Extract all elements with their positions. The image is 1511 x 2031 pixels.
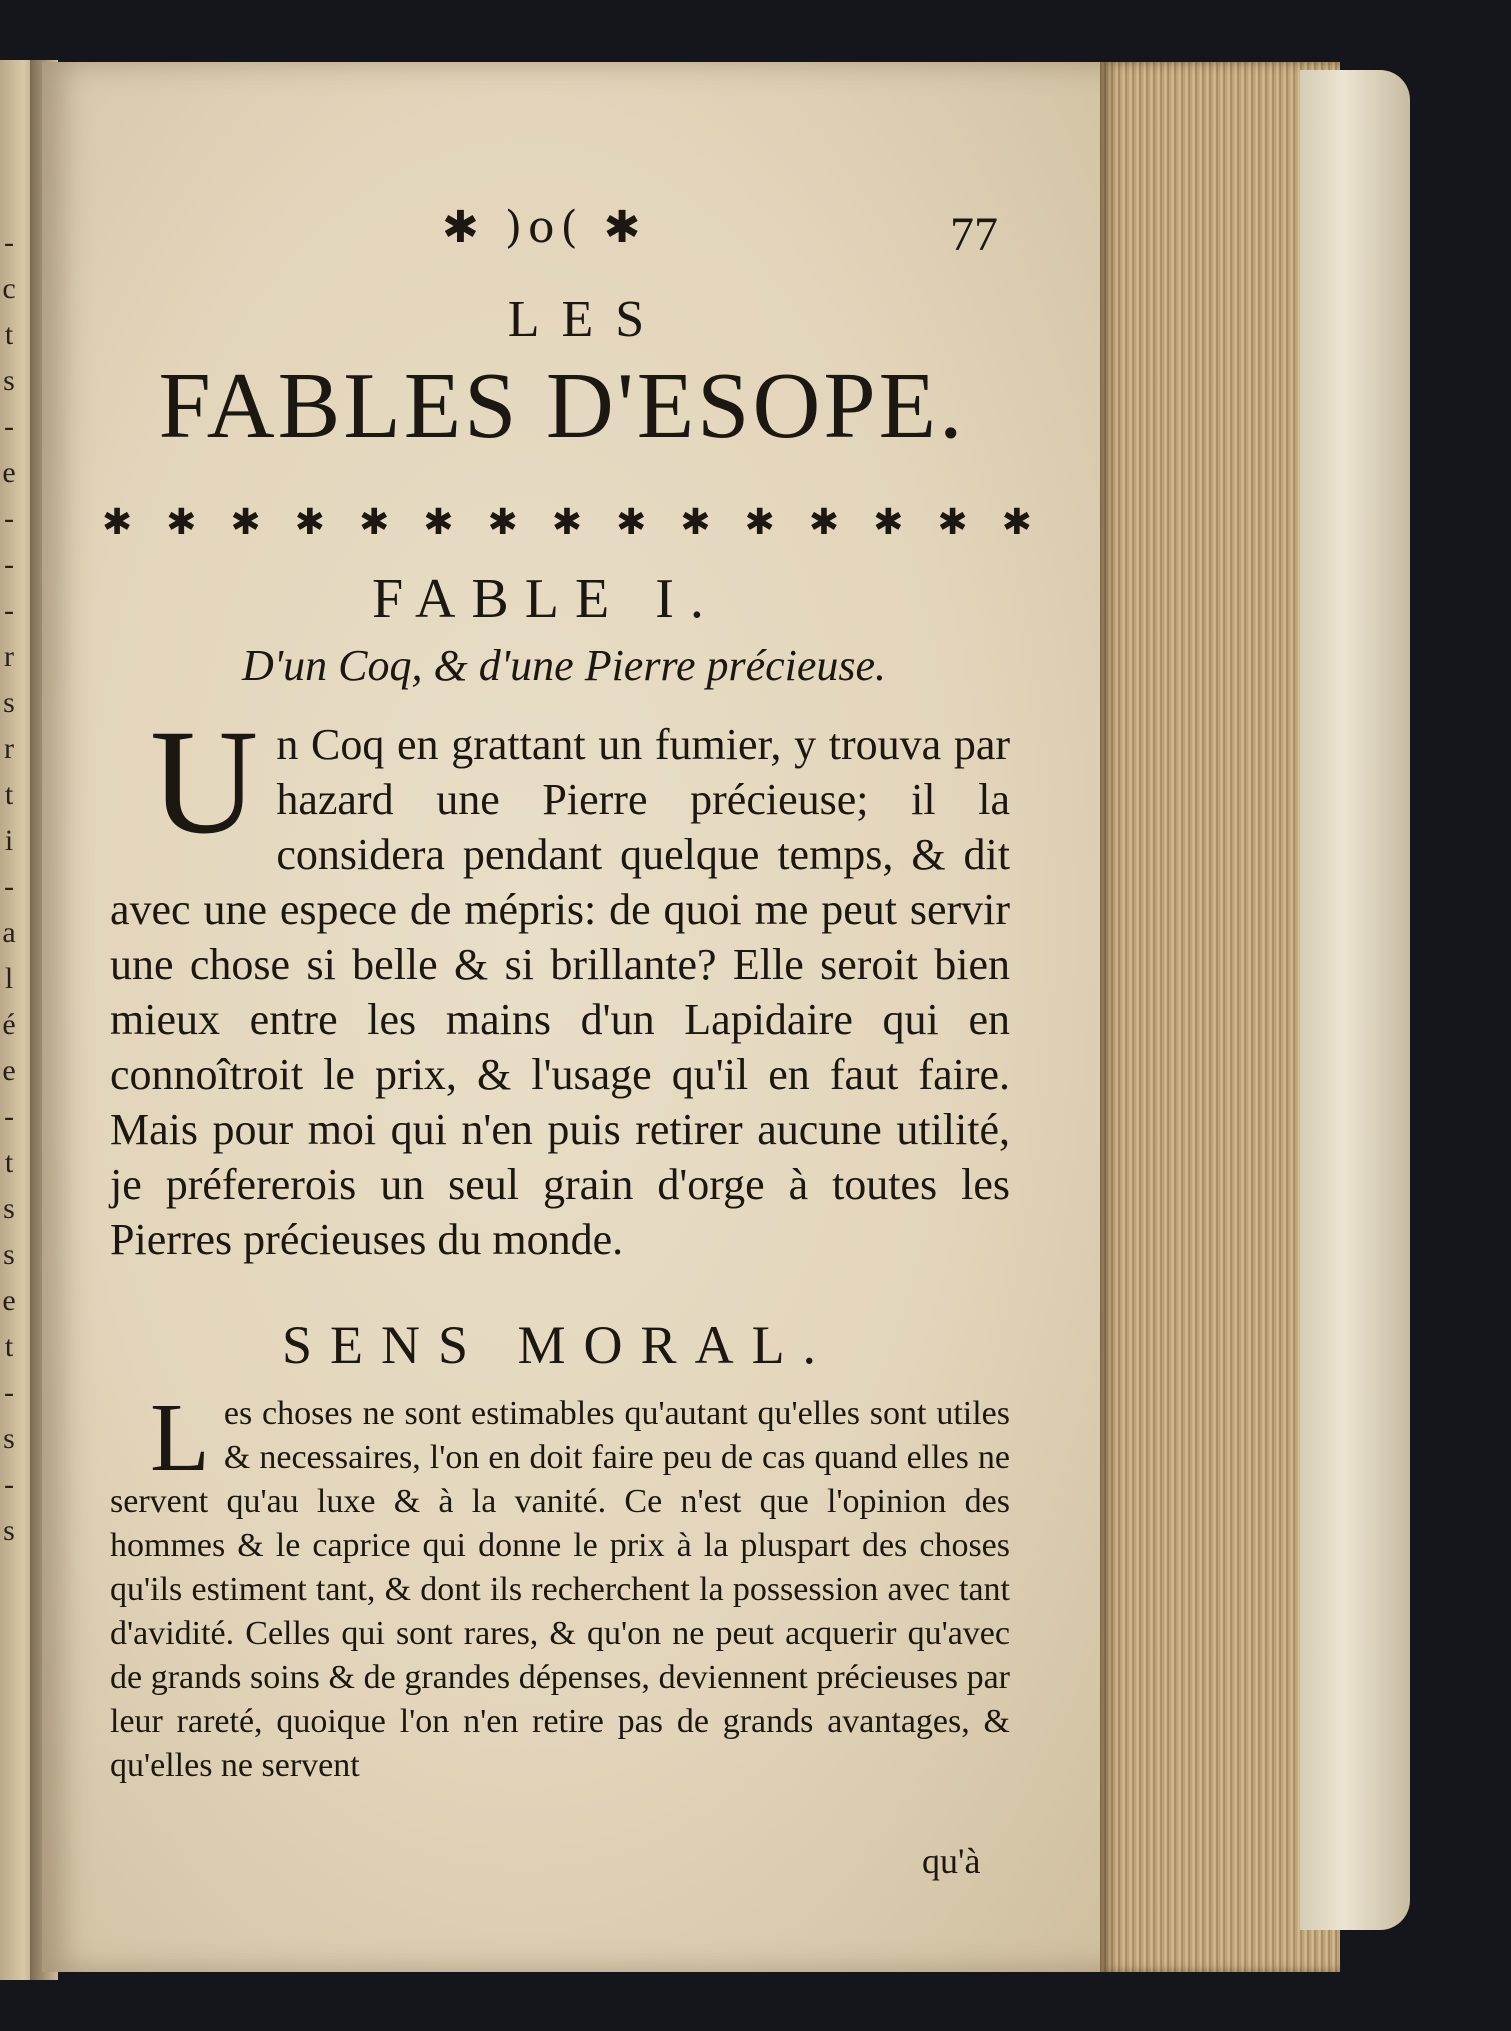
catchword: qu'à bbox=[922, 1841, 981, 1881]
header-ornament: ✱ )o( ✱ bbox=[442, 202, 647, 253]
star-ornament: ✱ bbox=[873, 502, 904, 543]
left-page-letter: e bbox=[2, 1284, 16, 1317]
page-title: FABLES D'ESOPE. bbox=[158, 354, 966, 458]
title-small: LES bbox=[507, 291, 667, 348]
star-ornament: ✱ bbox=[680, 502, 711, 543]
star-ornament: ✱ bbox=[359, 502, 390, 543]
left-page-letter: - bbox=[4, 548, 14, 581]
fable-paragraph: n Coq en grattant un fumier, y trouva par hazard une Pierre précieuse; il la considera pendant quelque temps, & dit avec une espece de mépris: de quoi me peut servir une chose si belle & si brillante? Elle seroit bien mieux entre les mains d'un Lapidaire qui en connoîtroit le prix, & l'usage qu'il en faut faire. Mais pour moi qui n'en puis retirer aucune utilité, je préfererois un seul grain d'orge à toutes les Pierres précieuses du monde. bbox=[110, 720, 1010, 1264]
star-ornament: ✱ bbox=[423, 502, 454, 543]
left-page-letters bbox=[0, 220, 18, 1554]
left-page-letter: - bbox=[4, 870, 14, 903]
left-page-letter: t bbox=[4, 778, 14, 811]
star-ornament: ✱ bbox=[166, 502, 197, 543]
left-page-letter: s bbox=[3, 1192, 15, 1225]
star-ornament: ✱ bbox=[551, 502, 583, 543]
star-ornament: ✱ bbox=[487, 502, 518, 543]
left-page-letter: s bbox=[3, 686, 15, 719]
left-page-letter: - bbox=[4, 226, 14, 259]
left-page-letter: - bbox=[4, 502, 14, 535]
left-page-letter: c bbox=[2, 272, 16, 305]
left-page-letter: - bbox=[4, 594, 14, 627]
star-ornament: ✱ bbox=[744, 502, 775, 543]
moral-heading: SENS MORAL. bbox=[282, 1315, 835, 1375]
left-page-letter: t bbox=[4, 1146, 14, 1179]
left-page-letter: é bbox=[2, 1008, 16, 1041]
fable-number: FABLE I. bbox=[372, 568, 720, 630]
left-page-letter: r bbox=[4, 732, 14, 765]
moral-text bbox=[110, 1384, 1010, 1788]
left-page-letter: t bbox=[4, 318, 14, 351]
left-page-letter: - bbox=[4, 1376, 14, 1409]
left-page-letter: s bbox=[3, 1422, 15, 1455]
vellum-binding bbox=[1300, 70, 1410, 1930]
left-page-letter: e bbox=[2, 1054, 16, 1087]
left-page-letter: s bbox=[3, 1238, 15, 1271]
fable-dropcap: U bbox=[150, 699, 259, 865]
left-page-letter: - bbox=[4, 1468, 14, 1501]
star-ornament: ✱ bbox=[294, 502, 325, 543]
star-ornament: ✱ bbox=[102, 502, 133, 543]
left-page-letter: s bbox=[3, 1514, 15, 1547]
star-ornament: ✱ bbox=[616, 502, 647, 543]
fable-subtitle: D'un Coq, & d'une Pierre précieuse. bbox=[242, 641, 887, 690]
left-page-letter: a bbox=[2, 916, 16, 949]
page-number: 77 bbox=[950, 208, 998, 261]
book-page bbox=[42, 62, 1112, 1972]
left-page-letter: s bbox=[3, 364, 15, 397]
star-ornament: ✱ bbox=[808, 502, 840, 543]
moral-dropcap: L bbox=[150, 1384, 210, 1492]
star-ornament: ✱ bbox=[230, 502, 261, 543]
star-ornament: ✱ bbox=[937, 502, 968, 543]
left-page-letter: l bbox=[4, 962, 14, 995]
moral-paragraph: es choses ne sont estimables qu'autant qu'elles sont utiles & necessaires, l'on en doit faire peu de cas quand elles ne servent qu'au luxe & à la vanité. Ce n'est que l'opinion des hommes & le caprice qui donne le prix à la pluspart des choses qu'ils estiment tant, & dont ils recherchent la possession avec tant d'avidité. Celles qui sont rares, & qu'on ne peut acquerir qu'avec de grands soins & de grandes dépenses, deviennent précieuses par leur rareté, quoique l'on n'en retire pas de grands avantages, & qu'elles ne servent bbox=[110, 1395, 1010, 1784]
left-page-letter: i bbox=[4, 824, 14, 857]
left-page-letter: - bbox=[4, 1100, 14, 1133]
star-divider bbox=[102, 502, 1032, 543]
left-page-letter: - bbox=[4, 410, 14, 443]
left-page-letter: t bbox=[4, 1330, 14, 1363]
left-page-letter: e bbox=[2, 456, 16, 489]
star-ornament: ✱ bbox=[1001, 502, 1032, 543]
fable-text bbox=[110, 699, 1010, 1267]
left-page-letter: r bbox=[4, 640, 14, 673]
